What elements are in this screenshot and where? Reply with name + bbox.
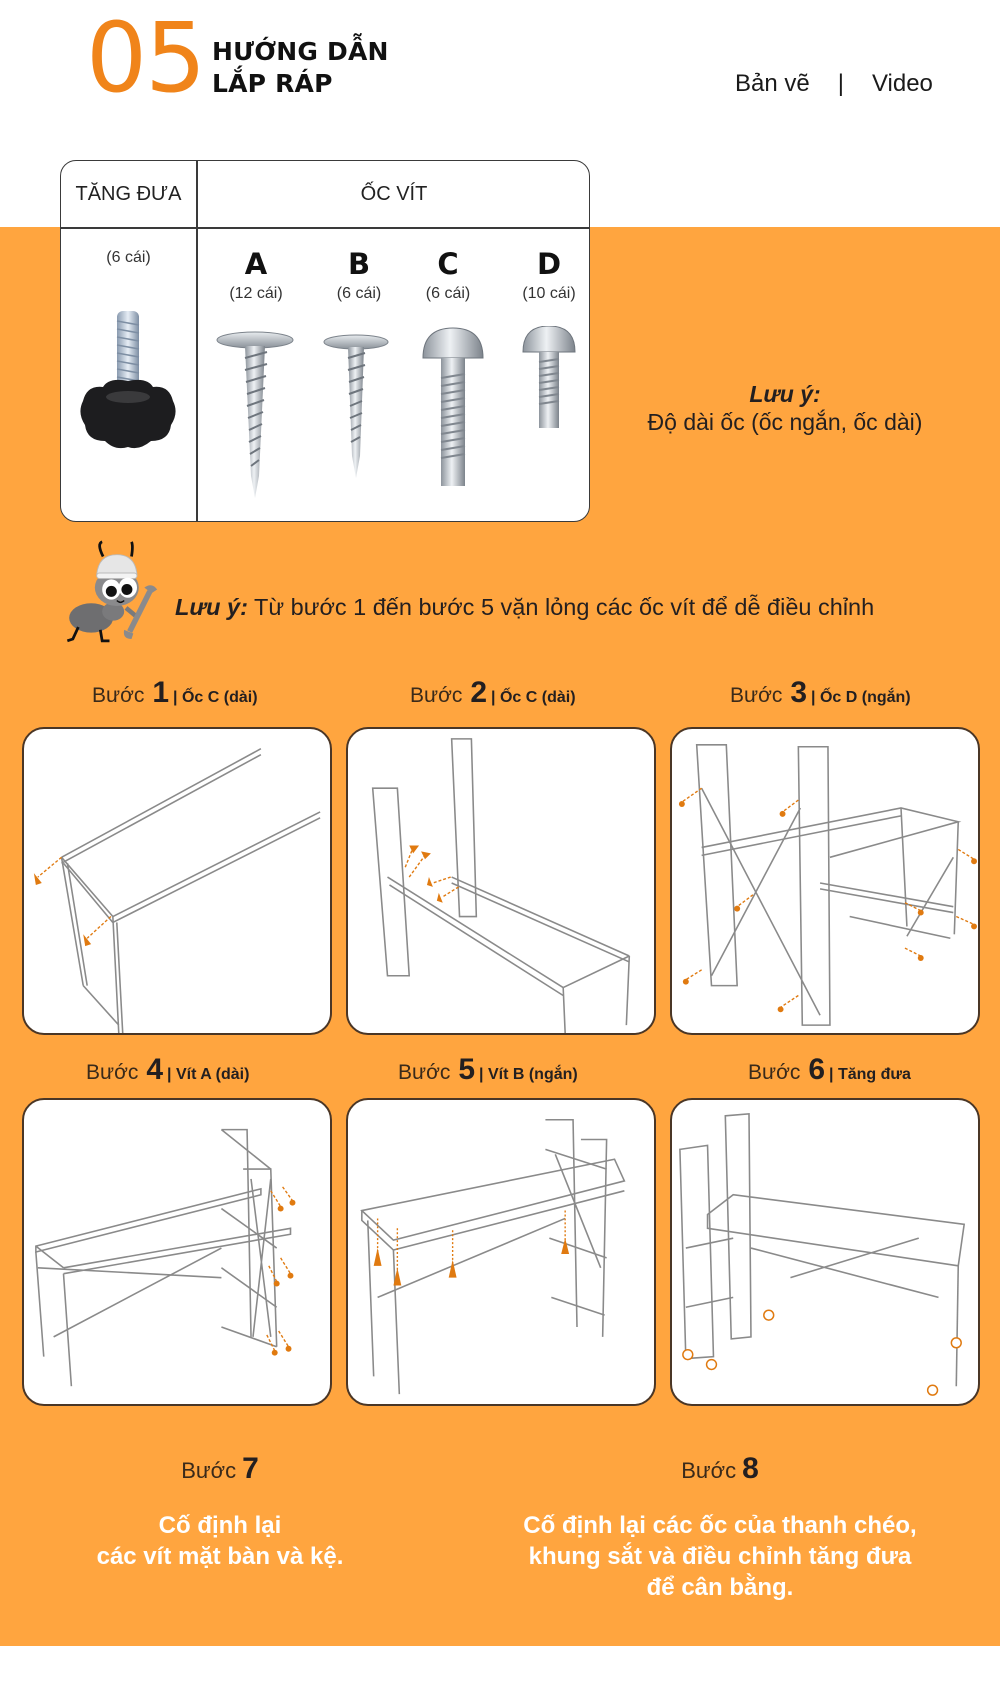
screws-illustration xyxy=(201,326,590,522)
screw-d-quantity: (10 cái) xyxy=(522,285,576,302)
screw-d xyxy=(504,249,590,303)
step-7-instruction: Cố định lại các vít mặt bàn và kệ. xyxy=(96,1512,344,1570)
general-note-text: Từ bước 1 đến bước 5 vặn lỏng các ốc vít để dễ điều chỉnh xyxy=(247,594,875,620)
step-3-label: Bước 3 | Ốc D (ngắn) xyxy=(730,676,911,709)
screw-d-letter: D xyxy=(536,247,562,281)
page-title xyxy=(212,36,389,100)
leveler-column-header: TĂNG ĐƯA xyxy=(75,182,182,205)
parts-table xyxy=(60,160,590,522)
ant-mascot-wrench-icon xyxy=(60,540,170,650)
table-divider-horizontal xyxy=(61,227,589,229)
step-6-label: Bước 6 | Tăng đưa xyxy=(748,1053,911,1086)
desk-shelf-step5-illustration xyxy=(348,1100,654,1404)
section-number: 05 xyxy=(86,2,205,114)
step-8-instruction: Cố định lại các ốc của thanh chéo, khung sắt và điều chỉnh tăng đưa để cân bằng. xyxy=(523,1512,917,1601)
leveling-foot-icon xyxy=(73,301,183,461)
step-2-label: Bước 2 | Ốc C (dài) xyxy=(410,676,576,709)
step-5-label: Bước 5 | Vít B (ngắn) xyxy=(398,1053,578,1086)
screw-b-quantity: (6 cái) xyxy=(336,285,382,302)
machine-bolt-short-icon xyxy=(523,326,575,428)
tab-separator: | xyxy=(837,70,844,97)
title-line-2: LẮP RÁP xyxy=(212,69,333,98)
step-6-diagram xyxy=(670,1098,980,1406)
wood-screw-long-icon xyxy=(217,332,293,498)
length-note xyxy=(620,380,950,436)
screw-b xyxy=(314,249,404,303)
screw-c-letter: C xyxy=(437,247,459,281)
wood-screw-short-icon xyxy=(324,335,388,478)
length-note-text: Độ dài ốc (ốc ngắn, ốc dài) xyxy=(647,409,923,435)
length-note-label: Lưu ý: xyxy=(749,381,821,407)
desk-leveling-feet-step6-illustration xyxy=(672,1100,978,1404)
tab-drawing[interactable]: Bản vẽ xyxy=(735,70,810,97)
screw-b-letter: B xyxy=(347,247,371,281)
step-8-label: Bước 8 xyxy=(681,1452,759,1485)
desk-frame-step3-illustration xyxy=(672,729,978,1033)
screw-c xyxy=(403,249,493,303)
screw-a-letter: A xyxy=(244,247,268,281)
desk-frame-step1-illustration xyxy=(24,729,330,1033)
screw-a xyxy=(211,249,301,303)
screw-c-quantity: (6 cái) xyxy=(425,285,471,302)
tab-video[interactable]: Video xyxy=(871,70,933,97)
title-line-1: HƯỚNG DẪN xyxy=(212,37,389,66)
machine-bolt-long-icon xyxy=(423,328,483,486)
desk-shelf-step4-illustration xyxy=(24,1100,330,1404)
step-3-diagram xyxy=(670,727,980,1035)
step-4-diagram xyxy=(22,1098,332,1406)
step-5-diagram xyxy=(346,1098,656,1406)
step-4-label: Bước 4 | Vít A (dài) xyxy=(86,1053,250,1086)
step-7-label: Bước 7 xyxy=(181,1452,259,1485)
screws-column-header: ỐC VÍT xyxy=(360,182,428,205)
step-2-diagram xyxy=(346,727,656,1035)
general-note xyxy=(175,594,874,621)
desk-frame-step2-illustration xyxy=(348,729,654,1033)
step-1-diagram xyxy=(22,727,332,1035)
screw-a-quantity: (12 cái) xyxy=(229,285,283,302)
view-tabs xyxy=(735,70,933,98)
general-note-label: Lưu ý: xyxy=(175,594,248,620)
step-1-label: Bước 1 | Ốc C (dài) xyxy=(92,676,258,709)
leveler-quantity: (6 cái) xyxy=(106,249,151,266)
